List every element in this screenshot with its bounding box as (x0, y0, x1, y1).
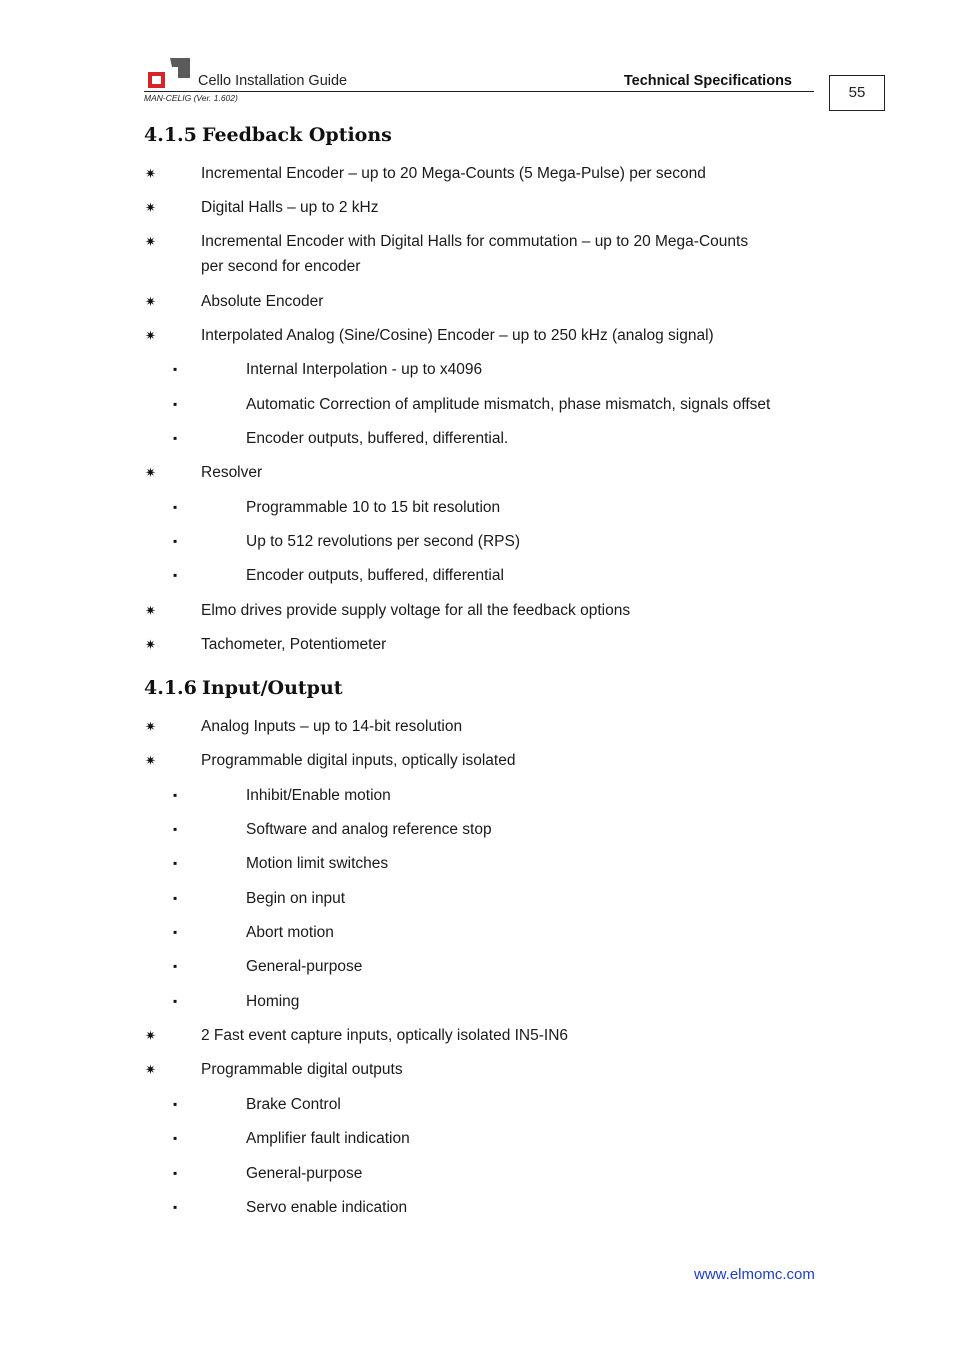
star-bullet-icon: ✷ (145, 1028, 156, 1043)
list-item (145, 598, 761, 623)
header-rule (144, 91, 814, 92)
list-item-text: Digital Halls – up to 2 kHz (201, 199, 379, 216)
list-item-text: Resolver (201, 464, 263, 481)
list-item-text: Internal Interpolation - up to x4096 (246, 361, 483, 378)
list-item (145, 195, 761, 220)
square-bullet-icon: ▪ (173, 534, 178, 548)
heading-text: Input/Output (202, 677, 343, 699)
star-bullet-icon: ✷ (145, 294, 156, 309)
list-item (173, 1161, 826, 1186)
star-bullet-icon: ✷ (145, 753, 156, 768)
star-bullet-icon: ✷ (145, 166, 156, 181)
heading-feedback-options (144, 124, 392, 146)
heading-number: 4.1.5 (144, 124, 197, 146)
list-item-text: 2 Fast event capture inputs, optically isolated IN5-IN6 (201, 1027, 569, 1044)
list-item (173, 426, 826, 451)
list-item (173, 1195, 826, 1220)
square-bullet-icon: ▪ (173, 856, 178, 870)
section-title: Technical Specifications (623, 73, 792, 89)
list-item-text: Analog Inputs – up to 14-bit resolution (201, 718, 463, 735)
footer-website-link[interactable]: www.elmomc.com (694, 1266, 815, 1283)
list-item-text: Inhibit/Enable motion (246, 787, 391, 804)
list-item-text: Incremental Encoder with Digital Halls for commutation – up to 20 Mega-Counts per second for encoder (201, 233, 749, 275)
star-bullet-icon: ✷ (145, 637, 156, 652)
star-bullet-icon: ✷ (145, 234, 156, 249)
list-item-text: Brake Control (246, 1096, 341, 1113)
square-bullet-icon: ▪ (173, 822, 178, 836)
list-item (173, 563, 826, 588)
list-item (173, 817, 826, 842)
square-bullet-icon: ▪ (173, 568, 178, 582)
square-bullet-icon: ▪ (173, 891, 178, 905)
square-bullet-icon: ▪ (173, 1131, 178, 1145)
square-bullet-icon: ▪ (173, 500, 178, 514)
list-item (145, 748, 761, 773)
list-item (145, 460, 761, 485)
elmo-logo-icon (148, 58, 190, 88)
square-bullet-icon: ▪ (173, 397, 178, 411)
list-item (173, 1092, 826, 1117)
list-item (173, 392, 826, 417)
list-item (173, 920, 826, 945)
list-item-text: Amplifier fault indication (246, 1130, 410, 1147)
square-bullet-icon: ▪ (173, 1200, 178, 1214)
list-item-text: Programmable digital inputs, optically isolated (201, 752, 516, 769)
list-item-text: Abort motion (246, 924, 334, 941)
list-item (145, 1057, 761, 1082)
list-item-text: Software and analog reference stop (246, 821, 492, 838)
square-bullet-icon: ▪ (173, 1097, 178, 1111)
list-item-text: Incremental Encoder – up to 20 Mega-Counts (5 Mega-Pulse) per second (201, 165, 706, 182)
list-item (173, 954, 826, 979)
star-bullet-icon: ✷ (145, 719, 156, 734)
list-item-text: Homing (246, 993, 300, 1010)
list-item-text: Servo enable indication (246, 1199, 408, 1216)
list-item (145, 1023, 761, 1048)
list-item-text: Encoder outputs, buffered, differential. (246, 430, 509, 447)
list-item-text: Begin on input (246, 890, 346, 907)
square-bullet-icon: ▪ (173, 431, 178, 445)
list-item-text: Absolute Encoder (201, 293, 324, 310)
list-item-text: General-purpose (246, 1165, 363, 1182)
version-label: MAN-CELIG (Ver. 1.602) (144, 93, 238, 103)
list-item-text: Programmable 10 to 15 bit resolution (246, 499, 501, 516)
square-bullet-icon: ▪ (173, 925, 178, 939)
list-item (145, 289, 761, 314)
star-bullet-icon: ✷ (145, 1062, 156, 1077)
square-bullet-icon: ▪ (173, 959, 178, 973)
list-item-text: Programmable digital outputs (201, 1061, 403, 1078)
list-item (145, 161, 761, 186)
list-item-text: General-purpose (246, 958, 363, 975)
heading-input-output (144, 677, 343, 699)
list-item (145, 714, 761, 739)
star-bullet-icon: ✷ (145, 465, 156, 480)
list-item-text: Motion limit switches (246, 855, 389, 872)
list-item-text: Automatic Correction of amplitude mismatch, phase mismatch, signals offset (246, 396, 771, 413)
list-item (173, 357, 826, 382)
star-bullet-icon: ✷ (145, 603, 156, 618)
heading-text: Feedback Options (202, 124, 392, 146)
list-item-text: Tachometer, Potentiometer (201, 636, 387, 653)
list-item (145, 229, 761, 279)
square-bullet-icon: ▪ (173, 362, 178, 376)
document-title: Cello Installation Guide (198, 73, 348, 89)
list-item (145, 632, 761, 657)
list-item (173, 1126, 826, 1151)
page-number: 55 (829, 75, 885, 111)
square-bullet-icon: ▪ (173, 1166, 178, 1180)
page-header (144, 56, 814, 106)
star-bullet-icon: ✷ (145, 200, 156, 215)
list-item (173, 989, 826, 1014)
list-item (173, 851, 826, 876)
list-item-text: Encoder outputs, buffered, differential (246, 567, 504, 584)
heading-number: 4.1.6 (144, 677, 197, 699)
list-item (173, 529, 826, 554)
star-bullet-icon: ✷ (145, 328, 156, 343)
list-item (173, 886, 826, 911)
list-item-text: Elmo drives provide supply voltage for all the feedback options (201, 602, 631, 619)
list-item-text: Up to 512 revolutions per second (RPS) (246, 533, 520, 550)
square-bullet-icon: ▪ (173, 788, 178, 802)
square-bullet-icon: ▪ (173, 994, 178, 1008)
list-item (145, 323, 761, 348)
list-item (173, 495, 826, 520)
list-item-text: Interpolated Analog (Sine/Cosine) Encoder – up to 250 kHz (analog signal) (201, 327, 714, 344)
list-item (173, 783, 826, 808)
